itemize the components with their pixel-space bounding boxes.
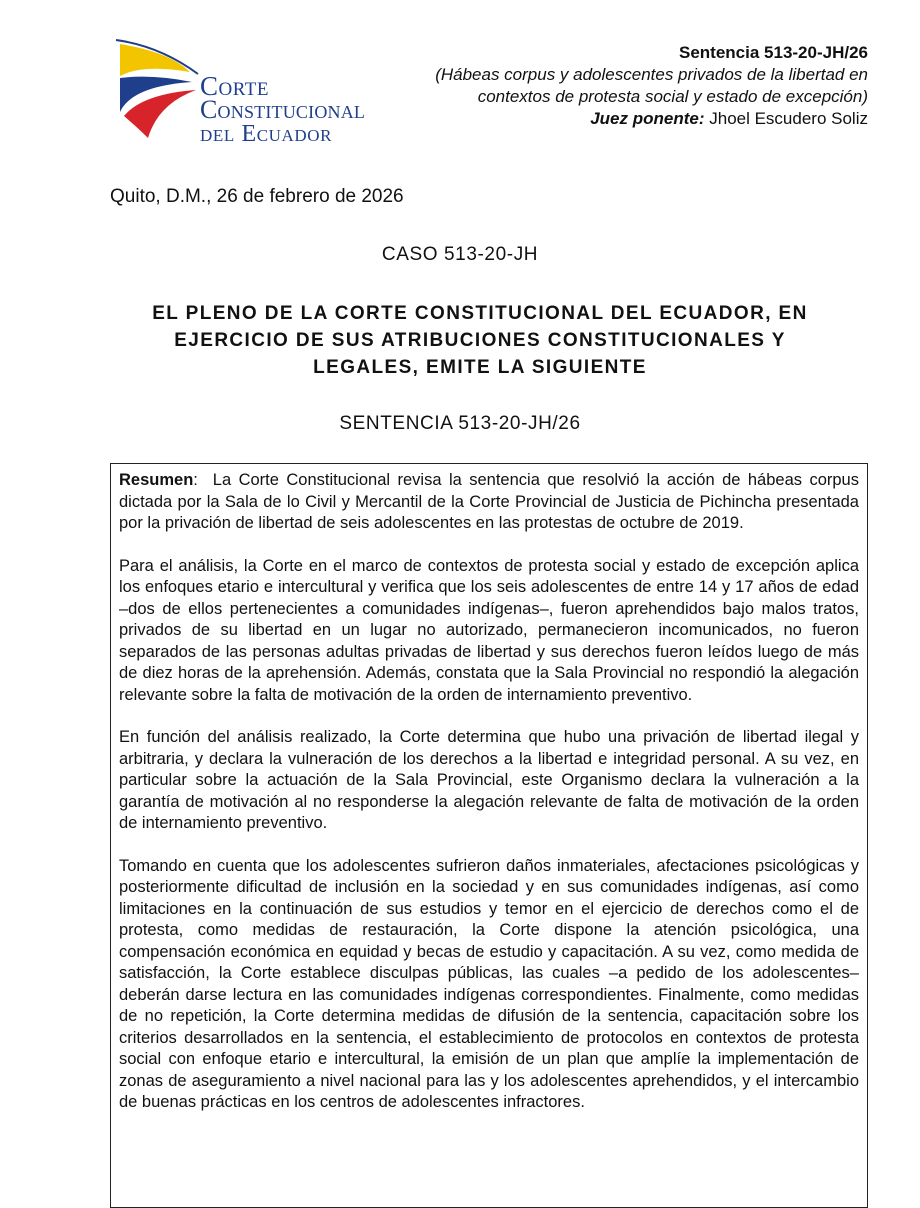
judge-name: Jhoel Escudero Soliz bbox=[709, 109, 868, 128]
document-header bbox=[398, 42, 868, 130]
logo-line-1: Corte bbox=[200, 71, 269, 101]
summary-paragraph-4: Tomando en cuenta que los adolescentes sufrieron daños inmateriales, afectaciones psicológicas y posteriormente dificultad de inclusión en la sociedad y en sus comunidades indígenas, así como limitaciones en la continuación de sus estudios y temor en el ejercicio de derechos como el de protesta, como medidas de restauración, la Corte dispone la atención psicológica, una compensación económica en equidad y becas de estudio y capacitación. A su vez, como medida de satisfacción, la Corte establece disculpas públicas, las cuales –a pedido de los adolescentes– deberán darse lectura en las comunidades indígenas correspondientes. Finalmente, como medidas de no repetición, la Corte determina medidas de difusión de la sentencia, capacitación sobre los criterios desarrollados en la sentencia, el establecimiento de protocolos en contextos de protesta social con enfoque etario e intercultural, la emisión de un plan que amplíe la implementación de zonas de aseguramiento a nivel nacional para las y los adolescentes aprehendidos, y el intercambio de buenas prácticas en los centros de adolescentes infractores. bbox=[119, 856, 859, 1111]
sentence-number: Sentencia 513-20-JH/26 bbox=[679, 43, 868, 62]
summary-box bbox=[110, 463, 868, 1208]
court-emblem-icon bbox=[112, 34, 204, 154]
case-subject: (Hábeas corpus y adolescentes privados de la libertad en contextos de protesta social y estado de excepción) bbox=[435, 65, 868, 106]
summary-text-1: La Corte Constitucional revisa la sentencia que resolvió la acción de hábeas corpus dictada por la Sala de lo Civil y Mercantil de la Corte Provincial de Justicia de Pichincha presentada por la privación de libertad de seis adolescentes en las protestas de octubre de 2019. bbox=[119, 471, 859, 532]
date-line: Quito, D.M., 26 de febrero de 2026 bbox=[110, 186, 404, 207]
logo-line-3: del Ecuador bbox=[200, 121, 333, 147]
summary-label: Resumen bbox=[119, 471, 194, 489]
judge-line bbox=[590, 109, 868, 128]
logo-line-2: Constitucional bbox=[200, 95, 366, 124]
judge-label: Juez ponente: bbox=[590, 109, 705, 128]
case-title: CASO 513-20-JH bbox=[381, 244, 539, 265]
court-logo-text bbox=[200, 71, 366, 147]
court-logo bbox=[112, 34, 402, 154]
court-heading: EL PLENO DE LA CORTE CONSTITUCIONAL DEL ECUADOR, EN EJERCICIO DE SUS ATRIBUCIONES CONSTITUCIONALES Y LEGALES, EMITE LA SIGUIENTE bbox=[152, 303, 808, 378]
summary-paragraph-2: Para el análisis, la Corte en el marco de contextos de protesta social y estado de excepción aplica los enfoques etario e intercultural y verifica que los seis adolescentes de entre 14 y 17 años de edad –dos de ellos pertenecientes a comunidades indígenas–, fueron aprehendidos bajo malos tratos, privados de su libertad en un lugar no autorizado, permanecieron incomunicados, no fueron separados de las personas adultas privadas de libertad y sus derechos fueron leídos luego de más de diez horas de la aprehensión. Además, constata que la Sala Provincial no respondió la alegación relevante sobre la falta de motivación de la orden de internamiento preventivo. bbox=[119, 556, 859, 704]
sentence-title: SENTENCIA 513-20-JH/26 bbox=[339, 413, 581, 434]
summary-paragraph-1: Resumen: La Corte Constitucional revisa la sentencia que resolvió la acción de hábeas corpus dictada por la Sala de lo Civil y Mercantil de la Corte Provincial de Justicia de Pichincha presentada por la privación de libertad de seis adolescentes en las protestas de octubre de 2019. bbox=[119, 471, 859, 532]
summary-paragraph-3: En función del análisis realizado, la Corte determina que hubo una privación de libertad ilegal y arbitraria, y declara la vulneración de los derechos a la libertad e integridad personal. A su vez, en particular sobre la actuación de la Sala Provincial, este Organismo declara la vulneración a la garantía de motivación al no responderse la alegación relevante de falta de motivación de la orden de internamiento preventivo. bbox=[119, 728, 859, 832]
